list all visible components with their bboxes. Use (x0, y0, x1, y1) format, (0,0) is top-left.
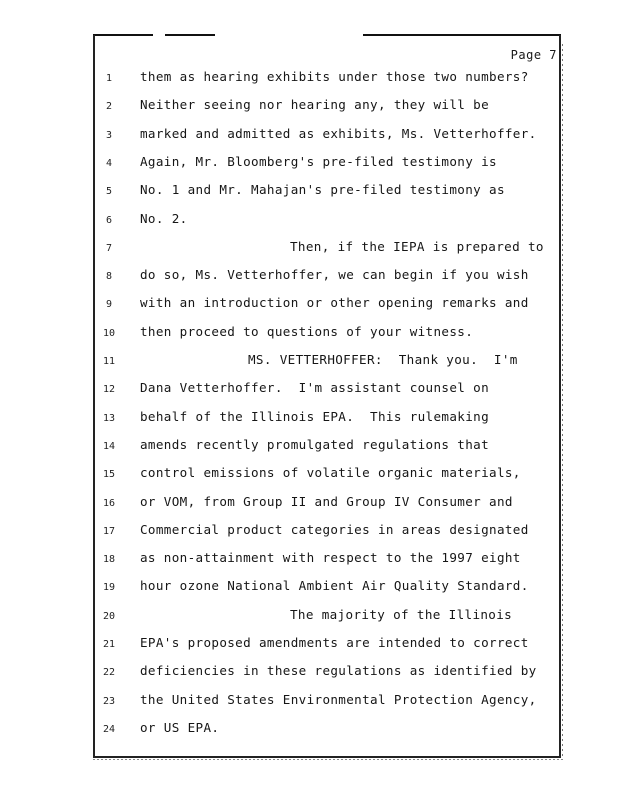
line-text: them as hearing exhibits under those two numbers? (140, 69, 529, 84)
transcript-line (0, 663, 619, 691)
page-border-bottom-shadow (93, 759, 563, 760)
line-number: 23 (102, 695, 116, 707)
line-text: or VOM, from Group II and Group IV Consumer and (140, 493, 513, 509)
line-text: do so, Ms. Vetterhoffer, we can begin if you wish (140, 267, 529, 283)
line-number: 7 (105, 242, 113, 254)
line-number: 19 (102, 582, 116, 594)
top-rule-right (363, 34, 561, 36)
line-text: the United States Environmental Protection Agency, (140, 691, 537, 707)
line-number: 10 (102, 327, 116, 339)
transcript-line (0, 465, 619, 493)
line-number: 3 (105, 129, 113, 141)
line-number: 15 (102, 469, 116, 481)
transcript-line (0, 211, 619, 239)
line-number: 2 (105, 101, 113, 113)
line-number: 24 (102, 723, 116, 735)
line-number: 9 (105, 299, 113, 311)
transcript-line (0, 607, 619, 635)
transcript-line (0, 126, 619, 154)
line-text: control emissions of volatile organic materials, (140, 465, 521, 481)
line-text: amends recently promulgated regulations that (140, 436, 490, 452)
transcript-line (0, 635, 619, 663)
line-number: 5 (105, 186, 113, 198)
transcript-line (0, 324, 619, 352)
line-number: 8 (105, 271, 113, 283)
line-number: 16 (102, 497, 116, 509)
line-text: behalf of the Illinois EPA. This rulemaking (140, 408, 490, 424)
line-number: 21 (102, 639, 116, 650)
transcript-line (0, 522, 619, 550)
line-number: 18 (102, 554, 116, 566)
page-border-bottom (93, 756, 561, 758)
line-number: 6 (105, 214, 113, 226)
line-text: Neither seeing nor hearing any, they will be (140, 97, 490, 113)
line-number: 20 (102, 610, 116, 622)
transcript-line (0, 550, 619, 578)
line-text: Again, Mr. Bloomberg's pre-filed testimony is (140, 153, 497, 169)
line-text: The majority of the Illinois (290, 606, 513, 622)
line-text: marked and admitted as exhibits, Ms. Vetterhoffer. (140, 125, 537, 141)
line-text: No. 2. (140, 210, 188, 226)
transcript-line (0, 182, 619, 210)
line-number: 1 (105, 73, 113, 84)
line-text: MS. VETTERHOFFER: Thank you. I'm (248, 352, 518, 367)
transcript-line (0, 154, 619, 182)
line-text: Dana Vetterhoffer. I'm assistant counsel on (140, 380, 490, 396)
page-number: Page 7 (510, 48, 557, 62)
line-text: with an introduction or other opening remarks and (140, 295, 529, 311)
line-text: EPA's proposed amendments are intended to correct (140, 635, 529, 650)
transcript-line (0, 267, 619, 295)
transcript-line (0, 494, 619, 522)
line-text: then proceed to questions of your witness. (140, 323, 474, 339)
line-text: or US EPA. (140, 719, 220, 735)
transcript-line (0, 295, 619, 323)
line-number: 17 (102, 525, 116, 537)
transcript-line (0, 578, 619, 606)
line-number: 12 (102, 384, 116, 396)
transcript-line (0, 69, 619, 97)
line-number: 4 (105, 157, 113, 169)
line-number: 13 (102, 412, 116, 424)
line-text: Commercial product categories in areas designated (140, 521, 529, 537)
line-text: hour ozone National Ambient Air Quality Standard. (140, 578, 529, 594)
line-number: 11 (102, 356, 116, 367)
transcript-line (0, 380, 619, 408)
line-text: Then, if the IEPA is prepared to (290, 238, 544, 254)
line-text: deficiencies in these regulations as identified by (140, 663, 537, 679)
top-rule-left (93, 34, 153, 36)
transcript-line (0, 692, 619, 720)
top-rule-middle (165, 34, 215, 36)
transcript-line (0, 239, 619, 267)
line-number: 22 (102, 667, 116, 679)
line-number: 14 (102, 440, 116, 452)
transcript-line (0, 352, 619, 380)
transcript-line (0, 720, 619, 748)
line-text: as non-attainment with respect to the 1997 eight (140, 550, 521, 566)
transcript-line (0, 97, 619, 125)
transcript-line (0, 409, 619, 437)
line-text: No. 1 and Mr. Mahajan's pre-filed testimony as (140, 182, 505, 198)
transcript-line (0, 437, 619, 465)
